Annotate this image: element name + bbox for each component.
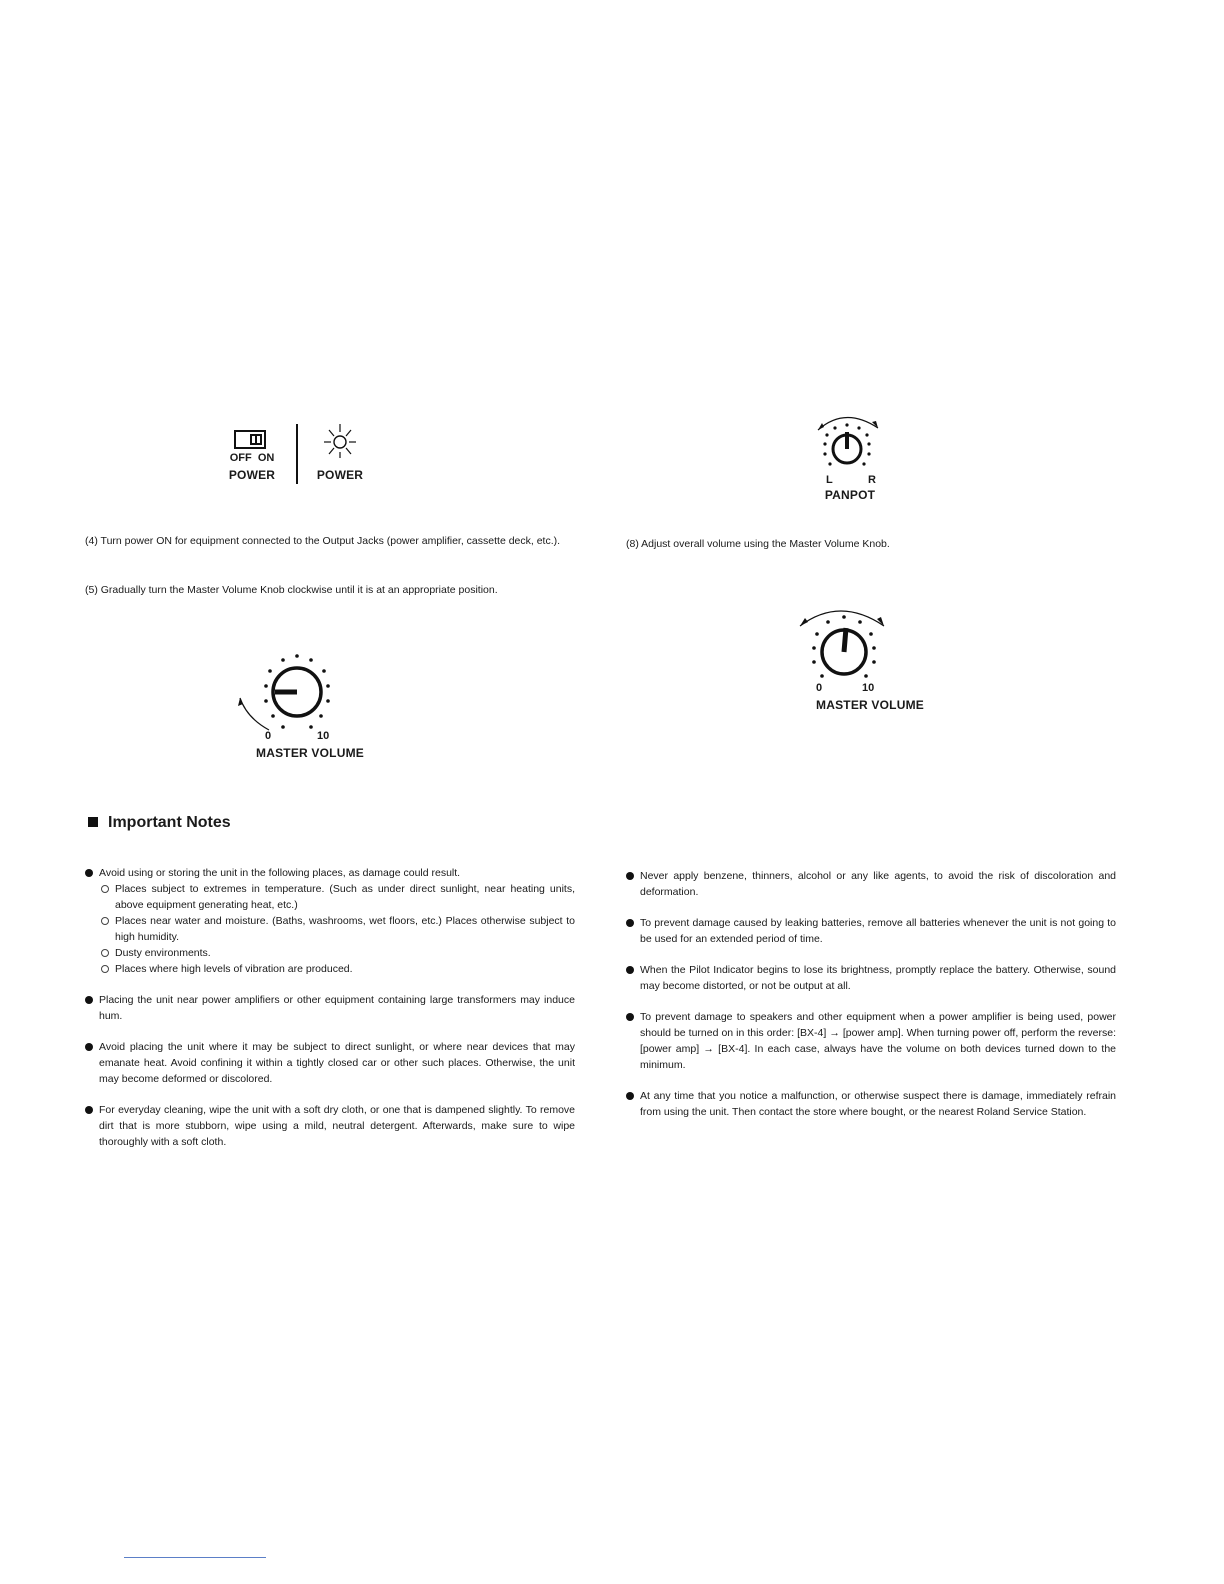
switch-off-label: OFF xyxy=(229,452,252,464)
note-text: Placing the unit near power amplifiers or other equipment containing large transformers may induce hum. xyxy=(99,994,575,1022)
master-volume-right-knob-icon xyxy=(790,600,900,690)
notes-right-column xyxy=(626,868,1116,1135)
ring-bullet-icon xyxy=(101,917,109,925)
sub-item xyxy=(85,945,575,961)
note-text: For everyday cleaning, wipe the unit with a soft dry cloth, or one that is dampened slightly. To remove dirt that is more stubborn, wipe using a mild, neutral detergent. Afterwards, make sure to wipe thoroughly with a soft cloth. xyxy=(99,1104,575,1148)
sub-item xyxy=(85,913,575,945)
master-volume-left-max-label: 10 xyxy=(317,730,330,742)
panpot-caption: PANPOT xyxy=(824,488,876,502)
note-item xyxy=(85,1102,575,1150)
master-volume-right-max-label: 10 xyxy=(862,682,875,694)
sub-item-text: Places where high levels of vibration are produced. xyxy=(115,963,353,975)
note-text: Avoid placing the unit where it may be subject to direct sunlight, or where near devices that may emanate heat. Avoid confining it within a tightly closed car or other such places. Otherwise, the unit may become deformed or discolored. xyxy=(99,1041,575,1085)
note-item xyxy=(626,1009,1116,1073)
bullet-icon xyxy=(626,966,634,974)
panpot-right-label: R xyxy=(868,474,876,486)
panpot-left-label: L xyxy=(826,474,833,486)
sub-item-text: Places subject to extremes in temperature. (Such as under direct sunlight, near heating units, above equipment generating heat, etc.) xyxy=(115,883,575,911)
master-volume-left-caption: MASTER VOLUME xyxy=(256,746,364,760)
step-4-text: (4) Turn power ON for equipment connected to the Output Jacks (power amplifier, cassette deck, etc.). xyxy=(85,535,561,547)
note-item xyxy=(85,1039,575,1087)
note-text: When the Pilot Indicator begins to lose its brightness, promptly replace the battery. Otherwise, sound may become distorted, or not be output at all. xyxy=(640,964,1116,992)
power-switch-figure xyxy=(212,420,287,490)
note-text: At any time that you notice a malfunction, or otherwise suspect there is damage, immediately refrain from using the unit. Then contact the store where bought, or the nearest Roland Service Station. xyxy=(640,1090,1116,1118)
ring-bullet-icon xyxy=(101,965,109,973)
power-indicator-figure xyxy=(310,420,380,490)
master-volume-right-min-label: 0 xyxy=(816,682,823,694)
important-notes-heading xyxy=(88,814,231,832)
important-notes-title: Important Notes xyxy=(108,814,231,831)
bullet-icon xyxy=(85,1106,93,1114)
step-5-text: (5) Gradually turn the Master Volume Knob clockwise until it is at an appropriate position. xyxy=(85,584,498,596)
note-text: Avoid using or storing the unit in the following places, as damage could result. xyxy=(99,867,461,879)
footer-rule xyxy=(124,1557,266,1558)
panpot-knob-icon xyxy=(800,408,890,478)
heading-square-icon xyxy=(88,817,98,827)
note-item xyxy=(85,865,575,977)
power-indicator-light-icon xyxy=(310,420,370,460)
master-volume-left-figure xyxy=(225,640,395,765)
note-text: To prevent damage to speakers and other equipment when a power amplifier is being used, power should be turned on in this order: [BX-4] → [power amp]. When turning power off, perform the reverse: [power amp] → [BX-4]. In each case, always have the volume on both devices turned down to the minimum. xyxy=(640,1011,1116,1071)
bullet-icon xyxy=(85,996,93,1004)
master-volume-left-min-label: 0 xyxy=(265,730,272,742)
switch-on-label: ON xyxy=(257,452,275,464)
ring-bullet-icon xyxy=(101,885,109,893)
sub-item-text: Places near water and moisture. (Baths, washrooms, wet floors, etc.) Places otherwise subject to high humidity. xyxy=(115,915,575,943)
power-indicator-caption: POWER xyxy=(316,468,364,482)
step-8-text: (8) Adjust overall volume using the Master Volume Knob. xyxy=(626,538,890,550)
note-item xyxy=(626,1088,1116,1120)
note-item xyxy=(626,962,1116,994)
bullet-icon xyxy=(626,1013,634,1021)
note-item xyxy=(626,868,1116,900)
bullet-icon xyxy=(626,872,634,880)
master-volume-left-knob-icon xyxy=(225,640,355,745)
note-text: To prevent damage caused by leaking batteries, remove all batteries whenever the unit is not going to be used for an extended period of time. xyxy=(640,917,1116,945)
bullet-icon xyxy=(626,1092,634,1100)
panpot-figure xyxy=(800,408,890,508)
note-item xyxy=(85,992,575,1024)
bullet-icon xyxy=(85,869,93,877)
power-switch-caption: POWER xyxy=(228,468,276,482)
sub-item-text: Dusty environments. xyxy=(115,947,211,959)
master-volume-right-caption: MASTER VOLUME xyxy=(816,698,924,712)
sub-item xyxy=(85,881,575,913)
note-text: Never apply benzene, thinners, alcohol or any like agents, to avoid the risk of discoloration and deformation. xyxy=(640,870,1116,898)
notes-left-column xyxy=(85,865,575,1165)
master-volume-right-figure xyxy=(790,600,950,720)
note-item xyxy=(626,915,1116,947)
bullet-icon xyxy=(85,1043,93,1051)
bullet-icon xyxy=(626,919,634,927)
ring-bullet-icon xyxy=(101,949,109,957)
sub-item xyxy=(85,961,575,977)
power-switch-icon xyxy=(212,420,287,450)
figure-divider xyxy=(296,424,298,484)
